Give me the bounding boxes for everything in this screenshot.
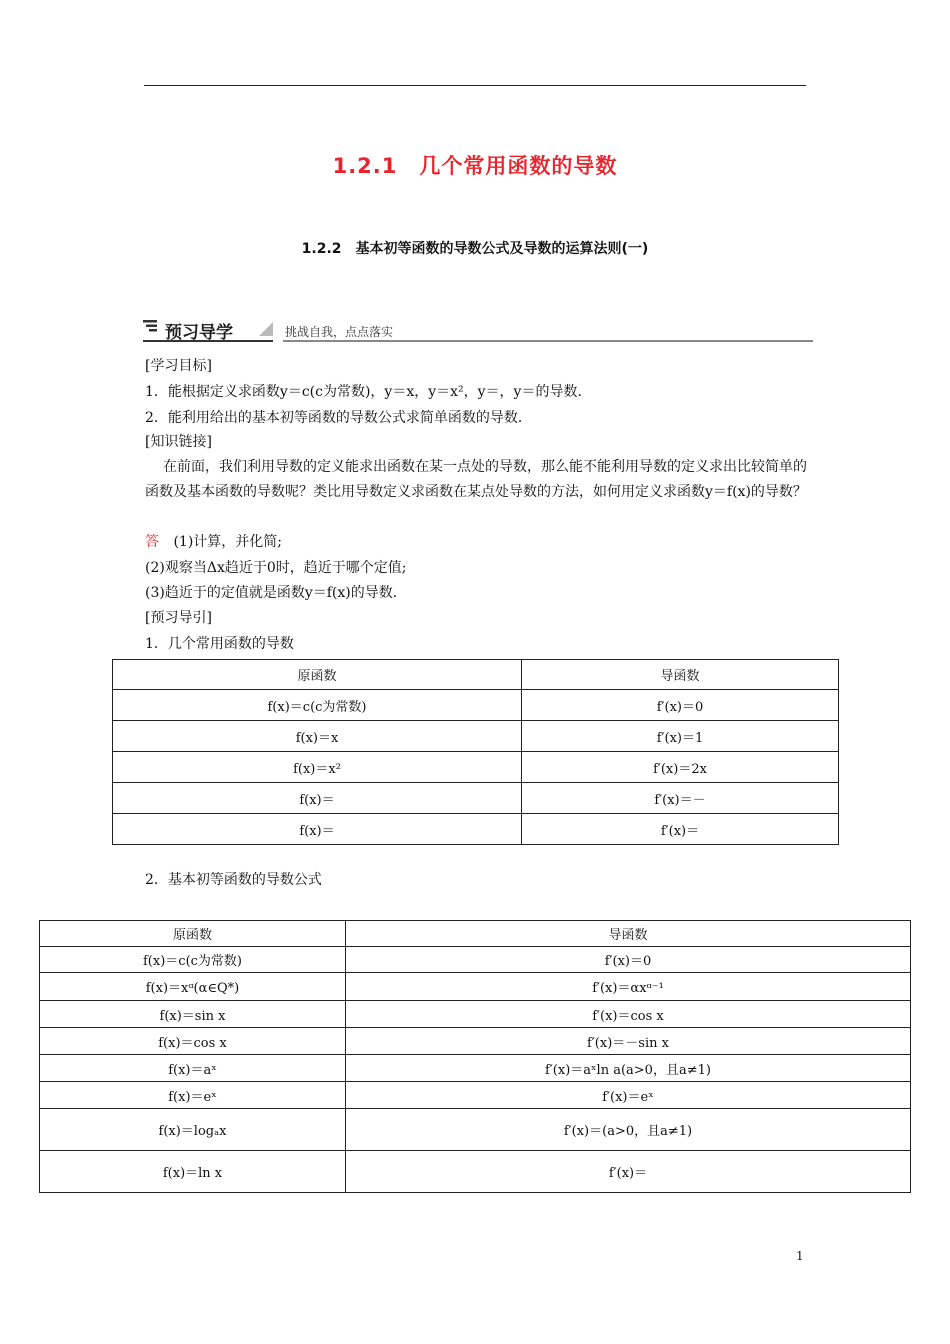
table-cell: f(x)＝ln x xyxy=(40,1151,346,1193)
table-cell: f(x)＝eˣ xyxy=(40,1082,346,1109)
table-row xyxy=(113,783,839,814)
section-banner xyxy=(143,318,813,344)
table-row xyxy=(40,1028,911,1055)
table-cell: f′(x)＝(a>0，且a≠1) xyxy=(346,1109,911,1151)
table-cell: f(x)＝ xyxy=(113,814,522,845)
table-cell: f′(x)＝－sin x xyxy=(346,1028,911,1055)
answer-step-1: (1)计算，并化简; xyxy=(173,534,283,550)
table-cell: f(x)＝sin x xyxy=(40,1001,346,1028)
table-cell: f′(x)＝－ xyxy=(522,783,839,814)
table-row xyxy=(40,1055,911,1082)
section-tagline-underline xyxy=(283,340,813,342)
table-row xyxy=(113,721,839,752)
guide-heading-1: 1．几个常用函数的导数 xyxy=(145,636,294,652)
table-cell: f′(x)＝eˣ xyxy=(346,1082,911,1109)
table-cell: f(x)＝logₐx xyxy=(40,1109,346,1151)
guide-label: [预习导引] xyxy=(145,610,212,626)
table-row xyxy=(40,947,911,973)
answer-step-3: (3)趋近于的定值就是函数y＝f(x)的导数． xyxy=(145,585,407,601)
table-cell: f(x)＝ xyxy=(113,783,522,814)
table-header-cell: 原函数 xyxy=(40,921,346,947)
table-cell: f(x)＝aˣ xyxy=(40,1055,346,1082)
table-cell: f(x)＝c(c为常数) xyxy=(113,690,522,721)
table-header-cell: 原函数 xyxy=(113,660,522,690)
table-row xyxy=(40,1109,911,1151)
table-cell: f′(x)＝cos x xyxy=(346,1001,911,1028)
section-title: 预习导学 xyxy=(165,323,233,343)
table-row xyxy=(40,1001,911,1028)
table-cell: f(x)＝x xyxy=(113,721,522,752)
table-header-cell: 导函数 xyxy=(522,660,839,690)
guide-heading-2: 2．基本初等函数的导数公式 xyxy=(145,872,322,888)
page-number: 1 xyxy=(796,1249,804,1263)
table-cell: f′(x)＝ xyxy=(522,814,839,845)
table-cell: f(x)＝x² xyxy=(113,752,522,783)
section-underline xyxy=(143,340,273,342)
goals-label: [学习目标] xyxy=(145,358,212,374)
table-row xyxy=(113,814,839,845)
table-basic-derivatives xyxy=(39,920,911,1193)
page-title: 1.2.1 几个常用函数的导数 xyxy=(332,154,618,178)
triangle-decoration-icon xyxy=(259,322,273,336)
table-cell: f′(x)＝αxᵅ⁻¹ xyxy=(346,973,911,1001)
page-subtitle: 1.2.2 基本初等函数的导数公式及导数的运算法则(一) xyxy=(301,241,649,257)
link-label: [知识链接] xyxy=(145,434,212,450)
stripes-icon xyxy=(143,320,157,334)
table-cell: f′(x)＝aˣln a(a>0，且a≠1) xyxy=(346,1055,911,1082)
table-cell: f′(x)＝1 xyxy=(522,721,839,752)
table-row xyxy=(113,752,839,783)
section-tagline: 挑战自我，点点落实 xyxy=(285,325,394,339)
table-header-cell: 导函数 xyxy=(346,921,911,947)
link-paragraph: 在前面，我们利用导数的定义能求出函数在某一点处的导数，那么能不能利用导数的定义求出比较简单的函数及基本函数的导数呢？类比用导数定义求函数在某点处导数的方法，如何用定义求函数y＝f(x)的导数？ xyxy=(145,459,807,500)
table-cell: f′(x)＝0 xyxy=(522,690,839,721)
table-cell: f(x)＝c(c为常数) xyxy=(40,947,346,973)
table-header-row xyxy=(40,921,911,947)
table-cell: f(x)＝xᵅ(α∈Q*) xyxy=(40,973,346,1001)
answer-line-1 xyxy=(145,532,282,552)
answer-step-2: (2)观察当Δx趋近于0时，趋近于哪个定值; xyxy=(145,560,407,576)
header-rule xyxy=(144,85,806,86)
table-row xyxy=(40,1151,911,1193)
table-row xyxy=(40,973,911,1001)
answer-label: 答 xyxy=(145,534,159,550)
table-common-derivatives xyxy=(112,659,839,845)
table-cell: f(x)＝cos x xyxy=(40,1028,346,1055)
goal-item-2: 2．能利用给出的基本初等函数的导数公式求简单函数的导数． xyxy=(145,410,532,426)
table-cell: f′(x)＝0 xyxy=(346,947,911,973)
table-cell: f′(x)＝ xyxy=(346,1151,911,1193)
table-cell: f′(x)＝2x xyxy=(522,752,839,783)
table-header-row xyxy=(113,660,839,690)
table-row xyxy=(113,690,839,721)
table-row xyxy=(40,1082,911,1109)
goal-item-1: 1．能根据定义求函数y＝c(c为常数)，y＝x，y＝x²，y＝，y＝的导数． xyxy=(145,384,592,400)
